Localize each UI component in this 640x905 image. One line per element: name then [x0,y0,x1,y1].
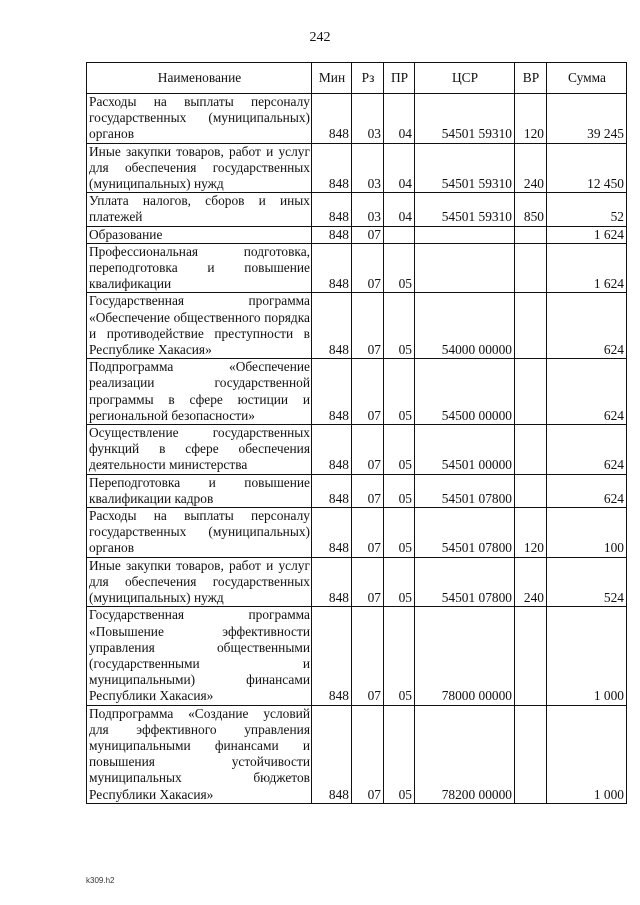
header-name: Наименование [87,63,312,94]
row-rz: 03 [352,94,384,144]
row-csr: 54501 07800 [415,557,515,607]
row-sum: 39 245 [547,94,627,144]
row-name: Уплата налогов, сборов и иных платежей [87,193,312,226]
row-rz: 07 [352,293,384,359]
header-pr: ПР [384,63,415,94]
table-row [87,474,627,507]
row-csr: 54501 07800 [415,474,515,507]
row-vr [515,705,547,803]
row-csr: 78200 00000 [415,705,515,803]
row-sum: 12 450 [547,143,627,193]
row-rz: 07 [352,243,384,293]
row-csr [415,243,515,293]
row-vr: 120 [515,508,547,558]
header-sum: Сумма [547,63,627,94]
row-rz: 07 [352,359,384,425]
table-row [87,143,627,193]
row-rz: 03 [352,143,384,193]
row-min: 848 [312,508,352,558]
row-vr: 240 [515,557,547,607]
row-csr [415,226,515,243]
row-vr: 240 [515,143,547,193]
table-row [87,359,627,425]
row-rz: 07 [352,557,384,607]
row-sum: 524 [547,557,627,607]
row-pr: 05 [384,474,415,507]
header-vr: ВР [515,63,547,94]
row-min: 848 [312,143,352,193]
row-min: 848 [312,94,352,144]
row-name: Профессиональная подготовка, переподготовка и повышение квалификации [87,243,312,293]
row-pr: 05 [384,607,415,705]
table-header-row [87,63,627,94]
row-pr: 05 [384,557,415,607]
row-pr: 05 [384,293,415,359]
row-name: Переподготовка и повышение квалификации кадров [87,474,312,507]
row-name: Осуществление государственных функций в сфере обеспечения деятельности министерства [87,425,312,475]
row-sum: 624 [547,425,627,475]
row-rz: 07 [352,226,384,243]
row-min: 848 [312,359,352,425]
row-vr [515,474,547,507]
row-rz: 07 [352,705,384,803]
row-name: Образование [87,226,312,243]
footer-code: k309.h2 [86,876,115,885]
row-min: 848 [312,705,352,803]
row-vr: 120 [515,94,547,144]
row-sum: 624 [547,293,627,359]
row-rz: 07 [352,474,384,507]
table-row [87,607,627,705]
row-csr: 54501 00000 [415,425,515,475]
table-row [87,226,627,243]
row-pr: 05 [384,508,415,558]
table-row [87,425,627,475]
row-pr: 05 [384,705,415,803]
row-sum: 1 624 [547,226,627,243]
table-row [87,243,627,293]
row-pr: 04 [384,94,415,144]
table-row [87,508,627,558]
row-min: 848 [312,193,352,226]
row-min: 848 [312,226,352,243]
row-name: Расходы на выплаты персоналу государственных (муниципальных) органов [87,508,312,558]
row-csr: 54501 59310 [415,143,515,193]
row-name: Расходы на выплаты персоналу государственных (муниципальных) органов [87,94,312,144]
row-vr [515,425,547,475]
row-name: Подпрограмма «Обеспечение реализации государственной программы в сфере юстиции и региональной безопасности» [87,359,312,425]
row-min: 848 [312,293,352,359]
row-csr: 54500 00000 [415,359,515,425]
header-min: Мин [312,63,352,94]
table-row [87,293,627,359]
row-name: Иные закупки товаров, работ и услуг для обеспечения государственных (муниципальных) нужд [87,143,312,193]
row-pr: 05 [384,243,415,293]
page-number: 242 [309,30,331,45]
row-name: Государственная программа «Обеспечение общественного порядка и противодействие преступности в Республике Хакасия» [87,293,312,359]
row-sum: 624 [547,359,627,425]
row-rz: 07 [352,607,384,705]
row-pr: 05 [384,425,415,475]
row-pr: 04 [384,143,415,193]
row-vr [515,243,547,293]
row-vr [515,226,547,243]
row-min: 848 [312,243,352,293]
row-min: 848 [312,474,352,507]
row-vr [515,293,547,359]
row-sum: 624 [547,474,627,507]
table-row [87,557,627,607]
row-rz: 07 [352,425,384,475]
row-sum: 1 624 [547,243,627,293]
table-row [87,193,627,226]
row-csr: 54501 07800 [415,508,515,558]
table-row [87,705,627,803]
budget-table [86,62,627,804]
row-min: 848 [312,425,352,475]
row-csr: 54000 00000 [415,293,515,359]
row-name: Подпрограмма «Создание условий для эффективного управления муниципальными финансами и повышения устойчивости муниципальных бюджетов Республики Хакасия» [87,705,312,803]
row-name: Государственная программа «Повышение эффективности управления общественными (государственными и муниципальными) финансами Республики Хакасия» [87,607,312,705]
row-csr: 78000 00000 [415,607,515,705]
header-csr: ЦСР [415,63,515,94]
row-min: 848 [312,557,352,607]
row-csr: 54501 59310 [415,193,515,226]
row-sum: 1 000 [547,607,627,705]
header-rz: Рз [352,63,384,94]
row-sum: 100 [547,508,627,558]
row-min: 848 [312,607,352,705]
row-vr [515,359,547,425]
row-sum: 52 [547,193,627,226]
row-rz: 03 [352,193,384,226]
row-vr: 850 [515,193,547,226]
row-sum: 1 000 [547,705,627,803]
row-vr [515,607,547,705]
row-name: Иные закупки товаров, работ и услуг для обеспечения государственных (муниципальных) нужд [87,557,312,607]
row-csr: 54501 59310 [415,94,515,144]
row-pr: 04 [384,193,415,226]
row-pr [384,226,415,243]
row-rz: 07 [352,508,384,558]
row-pr: 05 [384,359,415,425]
table-row [87,94,627,144]
